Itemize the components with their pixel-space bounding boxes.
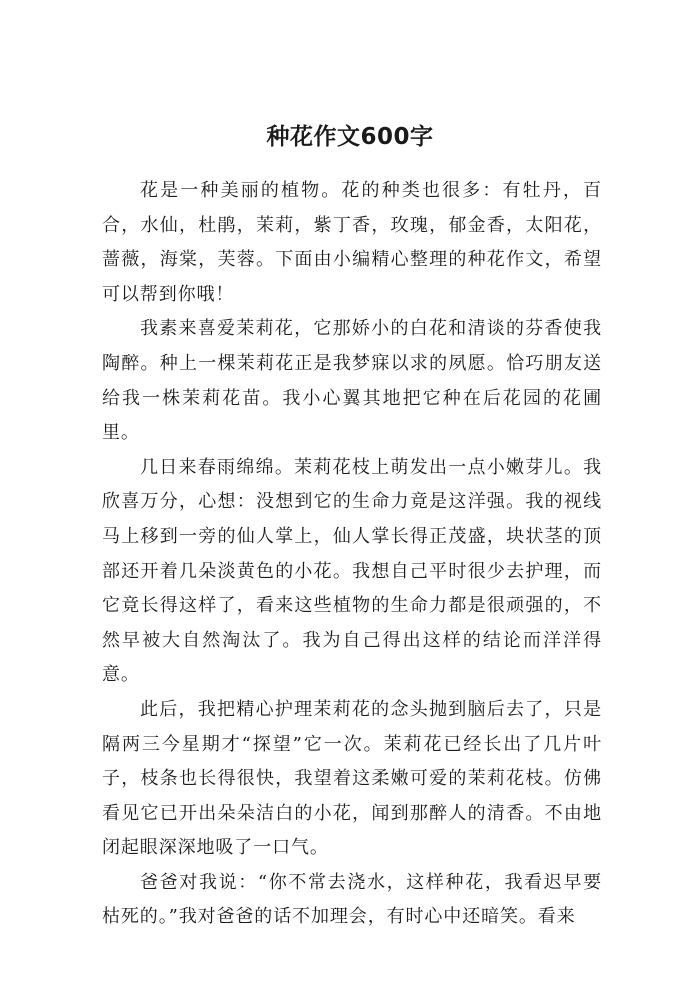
paragraph-5: 爸爸对我说：“你不常去浇水，这样种花，我看迟早要枯死的。”我对爸爸的话不加理会，有时心中还暗笑。看来 <box>102 871 602 928</box>
paragraph-1: 花是一种美丽的植物。花的种类也很多：有牡丹，百合，水仙，杜鹃，茉莉，紫丁香，玫瑰，郁金香，太阳花，蔷薇，海棠，芙蓉。下面由小编精心整理的种花作文，希望可以帮到你哦！ <box>102 180 602 305</box>
paragraph-4: 此后，我把精心护理茉莉花的念头抛到脑后去了，只是隔两三今星期才“探望”它一次。茉莉花已经长出了几片叶子，枝条也长得很快，我望着这柔嫩可爱的茉莉花枝。仿佛看见它已开出朵朵洁白的小花，闻到那醉人的清香。不由地闭起眼深深地吸了一口气。 <box>102 698 602 859</box>
document-title: 种花作文600字 <box>266 124 434 150</box>
paragraph-2: 我素来喜爱茉莉花，它那娇小的白花和清谈的芬香使我陶醉。种上一棵茉莉花正是我梦寐以求的夙愿。恰巧朋友送给我一株茉莉花苗。我小心翼其地把它种在后花园的花圃里。 <box>102 318 602 444</box>
document-body <box>102 174 602 935</box>
paragraph-3: 几日来春雨绵绵。茉莉花枝上萌发出一点小嫩芽儿。我欣喜万分，心想：没想到它的生命力竟是这洋强。我的视线马上移到一旁的仙人掌上，仙人掌长得正茂盛，块状茎的顶部还开着几朵淡黄色的小花。我想自己平时很少去护理，而它竟长得这样了，看来这些植物的生命力都是很顽强的，不然早被大自然淘汰了。我为自己得出这样的结论而洋洋得意。 <box>102 456 602 686</box>
